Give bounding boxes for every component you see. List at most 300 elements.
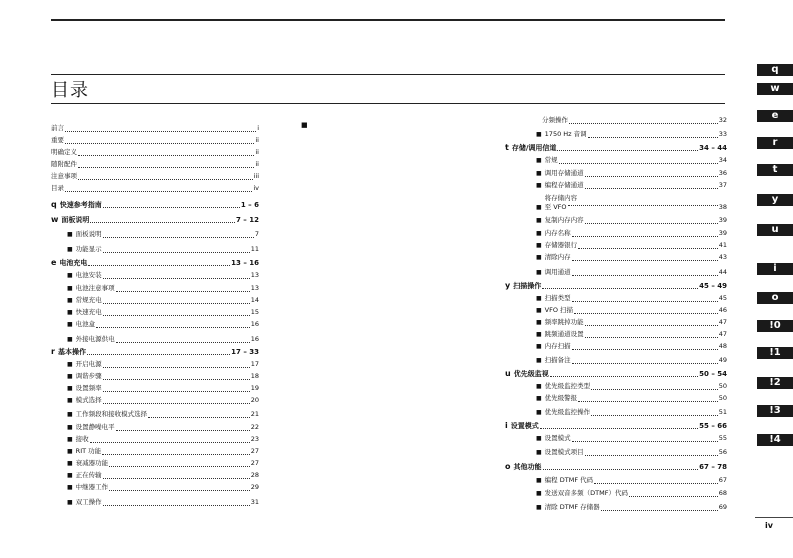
leader-dots	[90, 217, 235, 223]
square-bullet-icon: ■	[536, 269, 542, 276]
entry-label: 中继器工作	[75, 483, 109, 491]
toc-left-entry	[67, 335, 259, 344]
entry-label: 衰减器功能	[75, 459, 109, 467]
toc-right-entry	[536, 356, 727, 365]
entry-label: 设置模式	[510, 422, 539, 430]
toc-left-entry	[51, 200, 259, 210]
entry-page-number: 13 – 16	[231, 259, 259, 267]
square-bullet-icon: ■	[67, 309, 73, 316]
leader-dots	[148, 412, 250, 418]
entry-page-number: 27	[250, 459, 259, 467]
entry-label: 电池安装	[75, 271, 102, 279]
leader-dots	[87, 349, 230, 355]
square-bullet-icon: ■	[67, 436, 73, 443]
entry-page-number: 17 – 33	[231, 348, 259, 356]
square-bullet-icon: ■	[536, 157, 542, 164]
toc-left-entry	[67, 471, 259, 480]
chapter-tab[interactable]: !3	[757, 405, 793, 417]
toc-left-entry	[67, 230, 259, 239]
leader-dots	[591, 410, 718, 416]
mid-bullet-icon: ■	[301, 121, 308, 129]
toc-right-entry	[536, 130, 727, 139]
leader-dots	[572, 436, 718, 442]
entry-page-number: 23	[250, 435, 259, 443]
toc-right-entry	[536, 229, 727, 238]
entry-page-number: iv	[253, 184, 259, 192]
leader-dots	[557, 145, 698, 151]
square-bullet-icon: ■	[67, 231, 73, 238]
chapter-marker: y	[505, 281, 511, 290]
square-bullet-icon: ■	[536, 383, 542, 390]
toc-left-entry	[67, 360, 259, 369]
entry-page-number: 50 – 54	[699, 370, 727, 378]
leader-dots	[574, 308, 718, 314]
entry-page-number: 41	[718, 241, 727, 249]
entry-label: 设置模式	[544, 434, 571, 442]
entry-page-number: 55 – 66	[699, 422, 727, 430]
entry-label: 存储/调用信道	[511, 144, 557, 152]
square-bullet-icon: ■	[536, 477, 542, 484]
toc-right-entry	[536, 489, 727, 498]
leader-dots	[588, 132, 718, 138]
leader-dots	[591, 384, 718, 390]
chapter-marker: o	[505, 462, 511, 471]
square-bullet-icon: ■	[536, 204, 542, 211]
leader-dots	[103, 362, 250, 368]
toc-right-entry	[536, 434, 727, 443]
toc-right-entry	[536, 268, 727, 277]
entry-label: 工作频段和接收模式选择	[75, 410, 148, 418]
entry-page-number: 15	[250, 308, 259, 316]
entry-label: 内存扫描	[544, 342, 571, 350]
toc-left-entry	[67, 271, 259, 280]
square-bullet-icon: ■	[536, 490, 542, 497]
entry-page-number: 50	[718, 382, 727, 390]
toc-left-entry	[51, 124, 259, 133]
leader-dots	[601, 505, 718, 511]
entry-label: 正在传输	[75, 471, 102, 479]
entry-page-number: 14	[250, 296, 259, 304]
entry-page-number: 36	[718, 169, 727, 177]
entry-page-number: 7	[254, 230, 259, 238]
entry-label: 功能显示	[75, 245, 102, 253]
square-bullet-icon: ■	[67, 484, 73, 491]
chapter-tab[interactable]: !0	[757, 320, 793, 332]
entry-label: 编程 DTMF 代码	[544, 476, 594, 484]
leader-dots	[88, 260, 230, 266]
toc-right-entry	[536, 216, 727, 225]
leader-dots	[109, 485, 250, 491]
chapter-tab[interactable]: !2	[757, 377, 793, 389]
entry-label: 常规	[544, 156, 558, 164]
entry-page-number: ii	[255, 136, 259, 144]
chapter-tab[interactable]: o	[757, 292, 793, 304]
entry-page-number: 45 – 49	[699, 282, 727, 290]
square-bullet-icon: ■	[536, 409, 542, 416]
toc-left-entry	[67, 396, 259, 405]
leader-dots	[572, 358, 718, 364]
leader-dots	[78, 162, 254, 168]
leader-dots	[543, 464, 699, 470]
leader-dots	[96, 322, 250, 328]
chapter-marker: u	[505, 369, 511, 378]
entry-page-number: 55	[718, 434, 727, 442]
leader-dots	[65, 138, 254, 144]
entry-label: 电池盒	[75, 320, 96, 328]
square-bullet-icon: ■	[536, 395, 542, 402]
entry-page-number: 11	[250, 245, 259, 253]
leader-dots	[116, 286, 250, 292]
leader-dots	[572, 344, 718, 350]
entry-label-line2: 至 VFO	[544, 203, 567, 211]
entry-page-number: 34	[718, 156, 727, 164]
entry-label: 面板说明	[61, 216, 90, 224]
square-bullet-icon: ■	[536, 217, 542, 224]
square-bullet-icon: ■	[67, 424, 73, 431]
entry-page-number: 13	[250, 271, 259, 279]
entry-page-number: 67	[718, 476, 727, 484]
leader-dots	[90, 437, 250, 443]
entry-page-number: 7 – 12	[236, 216, 259, 224]
square-bullet-icon: ■	[536, 307, 542, 314]
toc-left-entry	[51, 258, 259, 268]
entry-page-number: 16	[250, 320, 259, 328]
toc-right-entry	[536, 156, 727, 165]
chapter-tab[interactable]: r	[757, 137, 793, 149]
entry-label: 重要	[51, 136, 64, 144]
square-bullet-icon: ■	[536, 242, 542, 249]
toc-right-entry	[505, 281, 727, 291]
toc-right-entry	[536, 318, 727, 327]
leader-dots	[116, 425, 250, 431]
entry-label: 电池充电	[59, 259, 88, 267]
entry-label: 存储器银行	[544, 241, 578, 249]
entry-page-number: i	[257, 124, 259, 132]
entry-page-number: 16	[250, 335, 259, 343]
entry-page-number: 39	[718, 229, 727, 237]
entry-page-number: 48	[718, 342, 727, 350]
entry-page-number: 47	[718, 330, 727, 338]
square-bullet-icon: ■	[536, 343, 542, 350]
entry-label: 目录	[51, 184, 64, 192]
chapter-marker: e	[51, 258, 57, 267]
title-underline	[51, 103, 725, 104]
leader-dots	[102, 449, 250, 455]
toc-left-entry	[67, 320, 259, 329]
entry-label: 调谐步骤	[75, 372, 102, 380]
entry-page-number: 43	[718, 253, 727, 261]
toc-left-entry	[67, 284, 259, 293]
entry-page-number: 27	[250, 447, 259, 455]
entry-page-number: 1 – 6	[240, 201, 259, 209]
entry-label: 优先级监控类型	[544, 382, 591, 390]
toc-left-entry	[67, 435, 259, 444]
entry-page-number: 18	[250, 372, 259, 380]
chapter-marker: w	[51, 215, 59, 224]
entry-label: 双工操作	[75, 498, 102, 506]
toc-left-entry	[67, 372, 259, 381]
leader-dots	[559, 158, 718, 164]
entry-page-number: 37	[718, 181, 727, 189]
square-bullet-icon: ■	[67, 361, 73, 368]
square-bullet-icon: ■	[67, 385, 73, 392]
entry-label: 编程存储通道	[544, 181, 584, 189]
entry-label: 频率跳掉功能	[544, 318, 584, 326]
toc-right-entry	[536, 382, 727, 391]
entry-page-number: 50	[718, 394, 727, 402]
entry-page-number: 47	[718, 318, 727, 326]
entry-label: 常规充电	[75, 296, 102, 304]
entry-label: 扫描备注	[544, 356, 571, 364]
leader-dots	[542, 283, 698, 289]
entry-page-number: 28	[250, 471, 259, 479]
square-bullet-icon: ■	[67, 297, 73, 304]
entry-label: 模式选择	[75, 396, 102, 404]
chapter-marker: q	[51, 200, 57, 209]
entry-label: 设置模式项目	[544, 448, 584, 456]
toc-right-entry	[505, 369, 727, 379]
toc-right-entry	[536, 408, 727, 417]
entry-label: 优先级监控操作	[544, 408, 591, 416]
square-bullet-icon: ■	[67, 448, 73, 455]
chapter-tab[interactable]: t	[757, 164, 793, 176]
entry-label: 开启电源	[75, 360, 102, 368]
toc-left-entry	[67, 423, 259, 432]
square-bullet-icon: ■	[67, 336, 73, 343]
chapter-tab[interactable]: i	[757, 263, 793, 275]
entry-label: 优先级警报	[544, 394, 578, 402]
toc-right-entry	[542, 116, 727, 125]
toc-left-entry	[51, 184, 259, 193]
entry-page-number: ii	[255, 160, 259, 168]
entry-page-number: 29	[250, 483, 259, 491]
entry-page-number: 34 – 44	[699, 144, 727, 152]
square-bullet-icon: ■	[67, 499, 73, 506]
toc-right-entry	[536, 294, 727, 303]
leader-dots	[103, 273, 250, 279]
square-bullet-icon: ■	[67, 460, 73, 467]
entry-page-number: 69	[718, 503, 727, 511]
toc-left-entry	[51, 136, 259, 145]
entry-label: 注意事项	[51, 172, 77, 180]
entry-label: 调用通道	[544, 268, 571, 276]
toc-right-entry	[536, 181, 727, 190]
toc-left-entry	[51, 160, 259, 169]
leader-dots	[65, 126, 256, 132]
entry-page-number: 44	[718, 268, 727, 276]
leader-dots	[103, 298, 250, 304]
leader-dots	[103, 374, 250, 380]
leader-dots	[568, 200, 718, 206]
square-bullet-icon: ■	[536, 504, 542, 511]
square-bullet-icon: ■	[67, 246, 73, 253]
square-bullet-icon: ■	[536, 435, 542, 442]
entry-label: 扫描操作	[513, 282, 542, 290]
leader-dots	[569, 118, 718, 124]
square-bullet-icon: ■	[67, 373, 73, 380]
entry-label: 面板说明	[75, 230, 102, 238]
entry-label: 扫描类型	[544, 294, 571, 302]
leader-dots	[116, 337, 250, 343]
entry-page-number: 38	[718, 203, 727, 211]
entry-label: 前言	[51, 124, 64, 132]
toc-left-entry	[67, 410, 259, 419]
leader-dots	[103, 232, 254, 238]
entry-label: 优先级监视	[513, 370, 549, 378]
top-rule	[51, 19, 725, 21]
entry-label: 跳频通道设置	[544, 330, 584, 338]
entry-page-number: 68	[718, 489, 727, 497]
leader-dots	[78, 174, 253, 180]
toc-left-entry	[67, 498, 259, 507]
toc-right-entry	[536, 169, 727, 178]
entry-page-number: 22	[250, 423, 259, 431]
square-bullet-icon: ■	[536, 319, 542, 326]
leader-dots	[540, 423, 698, 429]
toc-left-entry	[67, 459, 259, 468]
entry-label: 清除 DTMF 存储器	[544, 503, 600, 511]
entry-page-number: iii	[253, 172, 259, 180]
entry-page-number: 46	[718, 306, 727, 314]
leader-dots	[585, 171, 718, 177]
leader-dots	[103, 500, 250, 506]
chapter-tab[interactable]: q	[757, 64, 793, 76]
leader-dots	[103, 310, 250, 316]
entry-label: VFO 扫描	[544, 306, 574, 314]
leader-dots	[65, 186, 252, 192]
square-bullet-icon: ■	[536, 331, 542, 338]
toc-right-entry	[505, 421, 727, 431]
toc-left-entry	[67, 447, 259, 456]
entry-page-number: 20	[250, 396, 259, 404]
page-number: iv	[765, 521, 773, 530]
entry-label: 内存名称	[544, 229, 571, 237]
toc-right-entry	[536, 394, 727, 403]
chapter-tab[interactable]: !4	[757, 434, 793, 446]
toc-left-entry	[67, 296, 259, 305]
page-title: 目录	[51, 80, 89, 101]
toc-left-entry	[67, 308, 259, 317]
square-bullet-icon: ■	[67, 285, 73, 292]
leader-dots	[629, 491, 718, 497]
entry-page-number: 21	[250, 410, 259, 418]
square-bullet-icon: ■	[67, 472, 73, 479]
toc-right-entry	[505, 143, 727, 153]
entry-label: 其他功能	[513, 463, 542, 471]
entry-page-number: 32	[718, 116, 727, 124]
entry-label: 调用存储通道	[544, 169, 584, 177]
toc-right-entry	[536, 503, 727, 512]
leader-dots	[572, 296, 718, 302]
leader-dots	[572, 231, 718, 237]
toc-left-entry	[51, 172, 259, 181]
entry-label: RIT 功能	[75, 447, 102, 455]
leader-dots	[109, 461, 250, 467]
entry-label: 外接电源供电	[75, 335, 115, 343]
toc-left-entry	[51, 215, 259, 225]
toc-left-entry	[67, 245, 259, 254]
square-bullet-icon: ■	[67, 272, 73, 279]
entry-page-number: 49	[718, 356, 727, 364]
chapter-tab[interactable]: y	[757, 194, 793, 206]
chapter-marker: r	[51, 347, 55, 356]
leader-dots	[103, 473, 250, 479]
toc-right-entry	[536, 476, 727, 485]
entry-label: 快速充电	[75, 308, 102, 316]
entry-page-number: 56	[718, 448, 727, 456]
chapter-marker: t	[505, 143, 509, 152]
square-bullet-icon: ■	[536, 131, 542, 138]
toc-right-entry	[536, 342, 727, 351]
leader-dots	[103, 398, 250, 404]
entry-label: 设置频率	[75, 384, 102, 392]
square-bullet-icon: ■	[536, 182, 542, 189]
toc-right-entry	[505, 462, 727, 472]
entry-label: 明确定义	[51, 148, 77, 156]
toc-right-entry	[536, 330, 727, 339]
leader-dots	[585, 332, 718, 338]
chapter-tab[interactable]: e	[757, 110, 793, 122]
toc-right-entry	[536, 253, 727, 262]
entry-page-number: ii	[255, 148, 259, 156]
leader-dots	[585, 218, 718, 224]
entry-page-number: 67 – 78	[699, 463, 727, 471]
leader-dots	[103, 247, 250, 253]
square-bullet-icon: ■	[536, 170, 542, 177]
toc-right-entry	[536, 241, 727, 250]
square-bullet-icon: ■	[536, 449, 542, 456]
chapter-marker: i	[505, 421, 508, 430]
toc-right-entry	[536, 448, 727, 457]
toc-left-entry	[51, 347, 259, 357]
entry-label: 基本操作	[57, 348, 86, 356]
entry-label: 随附配件	[51, 160, 77, 168]
toc-left-entry	[67, 483, 259, 492]
entry-label: 电池注意事项	[75, 284, 115, 292]
entry-page-number: 13	[250, 284, 259, 292]
leader-dots	[585, 183, 718, 189]
square-bullet-icon: ■	[67, 411, 73, 418]
leader-dots	[103, 386, 250, 392]
title-rule	[51, 74, 725, 75]
entry-page-number: 39	[718, 216, 727, 224]
chapter-tab[interactable]: u	[757, 224, 793, 236]
leader-dots	[594, 478, 718, 484]
entry-page-number: 31	[250, 498, 259, 506]
chapter-tab[interactable]: !1	[757, 347, 793, 359]
entry-label: 接收	[75, 435, 89, 443]
toc-left-entry	[67, 384, 259, 393]
leader-dots	[572, 255, 718, 261]
entry-page-number: 33	[718, 130, 727, 138]
toc-left-entry	[51, 148, 259, 157]
leader-dots	[585, 320, 718, 326]
entry-label: 快速参考指南	[59, 201, 102, 209]
leader-dots	[578, 243, 718, 249]
toc-right-entry	[536, 306, 727, 315]
chapter-tab[interactable]: w	[757, 83, 793, 95]
square-bullet-icon: ■	[67, 321, 73, 328]
entry-page-number: 45	[718, 294, 727, 302]
entry-label: 复制内存内容	[544, 216, 584, 224]
leader-dots	[78, 150, 254, 156]
entry-label: 清除内存	[544, 253, 571, 261]
folio-rule	[755, 517, 793, 518]
leader-dots	[572, 270, 718, 276]
entry-page-number: 19	[250, 384, 259, 392]
entry-label: 设置静噪电平	[75, 423, 115, 431]
leader-dots	[550, 371, 698, 377]
